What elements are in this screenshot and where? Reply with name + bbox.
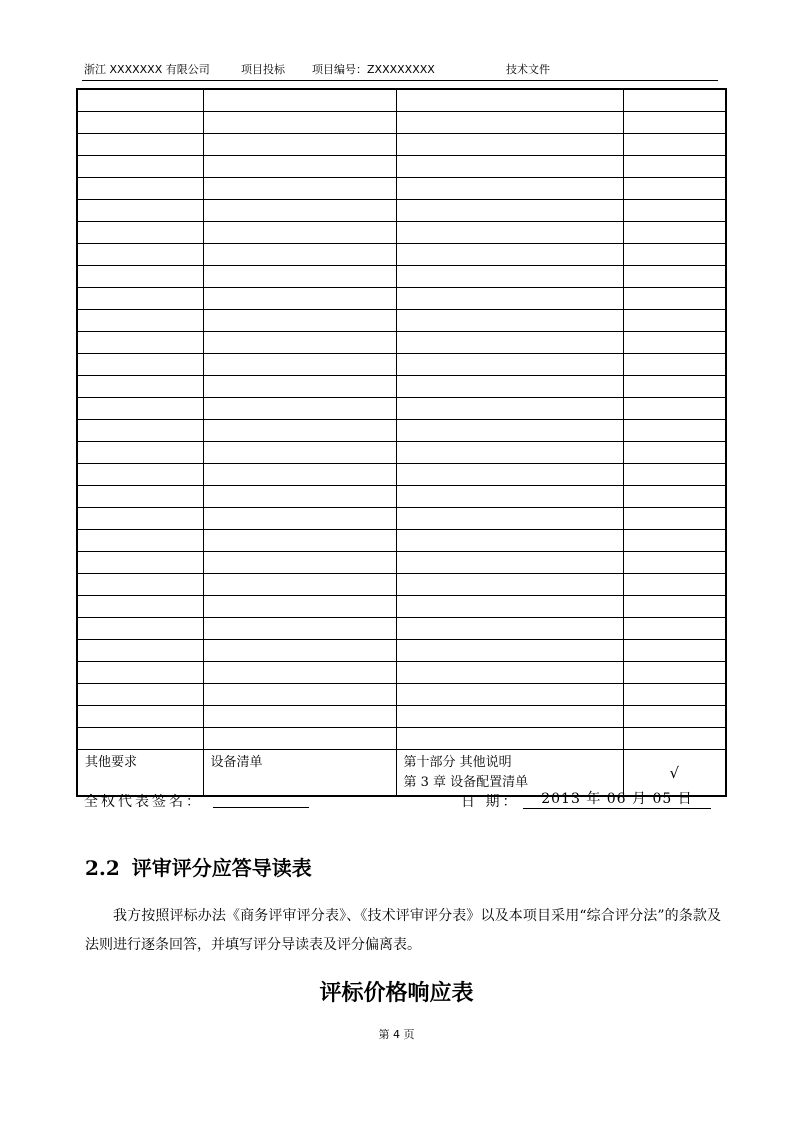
table-cell: [396, 112, 623, 134]
table-cell: [203, 574, 396, 596]
table-row: [77, 288, 726, 310]
table-cell: [203, 288, 396, 310]
table-cell: [77, 420, 203, 442]
table-cell: [77, 684, 203, 706]
table-cell: [77, 89, 203, 112]
header-bid: 项目投标: [241, 63, 285, 76]
table-cell: [203, 728, 396, 750]
table-row: [77, 508, 726, 530]
table-row: [77, 310, 726, 332]
table-cell: [623, 134, 726, 156]
table-cell: [396, 640, 623, 662]
table-cell: [623, 640, 726, 662]
table-row-other-requirements: [77, 750, 726, 797]
table-cell: [623, 178, 726, 200]
table-cell: [203, 640, 396, 662]
body-paragraph: 我方按照评标办法《商务评审评分表》、《技术评审评分表》以及本项目采用“综合评分法”的条款及法则进行逐条回答，并填写评分导读表及评分偏离表。: [85, 908, 721, 953]
table-cell: [203, 112, 396, 134]
table-cell: [396, 332, 623, 354]
table-cell: [623, 376, 726, 398]
table-cell: [77, 200, 203, 222]
table-cell: [77, 530, 203, 552]
section-heading: [85, 852, 312, 881]
section-title: 评审评分应答导读表: [131, 856, 312, 880]
table-cell: [396, 662, 623, 684]
date-label: 日 期：: [461, 794, 520, 810]
signature-label: 全权代表签名：: [84, 794, 203, 810]
signature-line: [213, 807, 309, 808]
table-cell: [623, 398, 726, 420]
table-cell: [396, 530, 623, 552]
table-cell: [396, 464, 623, 486]
table-cell: [203, 706, 396, 728]
table-cell: [396, 552, 623, 574]
table-row: [77, 640, 726, 662]
table-cell: [623, 706, 726, 728]
table-cell: [396, 442, 623, 464]
table-row: [77, 244, 726, 266]
table-cell: [396, 574, 623, 596]
table-row: [77, 662, 726, 684]
table-cell: [203, 156, 396, 178]
table-row: [77, 552, 726, 574]
table-cell: [396, 134, 623, 156]
table-cell: [77, 288, 203, 310]
table-cell: [203, 134, 396, 156]
cell-item: 设备清单: [203, 750, 396, 797]
table-cell: [77, 266, 203, 288]
table-row: [77, 706, 726, 728]
table-cell: [396, 376, 623, 398]
table-cell: [77, 706, 203, 728]
table-cell: [623, 464, 726, 486]
table-cell: [77, 442, 203, 464]
table-row: [77, 596, 726, 618]
table-cell: [77, 178, 203, 200]
table-row: [77, 464, 726, 486]
table-row: [77, 332, 726, 354]
table-cell: [623, 574, 726, 596]
response-table: [76, 88, 727, 797]
table-row: [77, 200, 726, 222]
table-row: [77, 89, 726, 112]
table-cell: [77, 112, 203, 134]
table-cell: [396, 156, 623, 178]
table-cell: [77, 134, 203, 156]
table-cell: [203, 552, 396, 574]
table-cell: [203, 684, 396, 706]
table-cell: [623, 486, 726, 508]
table-cell: [623, 552, 726, 574]
table-row: [77, 376, 726, 398]
table-cell: [203, 420, 396, 442]
table-cell: [396, 310, 623, 332]
table-cell: [396, 728, 623, 750]
table-row: [77, 618, 726, 640]
table-cell: [77, 662, 203, 684]
table-cell: [623, 332, 726, 354]
table-cell: [623, 112, 726, 134]
table-cell: [203, 530, 396, 552]
table-cell: [77, 574, 203, 596]
table-cell: [203, 89, 396, 112]
table-cell: [203, 200, 396, 222]
table-cell: [396, 486, 623, 508]
table-cell: [203, 244, 396, 266]
table-cell: [396, 398, 623, 420]
table-cell: [396, 354, 623, 376]
table-cell: [77, 222, 203, 244]
table-cell: [203, 618, 396, 640]
table-cell: [623, 530, 726, 552]
table-cell: [623, 156, 726, 178]
table-cell: [396, 222, 623, 244]
table-body: [77, 89, 726, 796]
table-cell: [203, 464, 396, 486]
page-header: [82, 62, 718, 81]
table-cell: [77, 244, 203, 266]
table-cell: [623, 728, 726, 750]
table-cell: [396, 200, 623, 222]
table-cell: [623, 288, 726, 310]
table-row: [77, 134, 726, 156]
table-cell: [623, 684, 726, 706]
table-cell: [396, 288, 623, 310]
table-row: [77, 486, 726, 508]
table-row: [77, 574, 726, 596]
header-doc-type: 技术文件: [506, 63, 550, 76]
table-cell: [77, 310, 203, 332]
section-number: 2.2: [85, 856, 120, 880]
table-cell: [77, 486, 203, 508]
cell-requirement: 其他要求: [77, 750, 203, 797]
table-cell: [203, 332, 396, 354]
table-row: [77, 420, 726, 442]
table-row: [77, 112, 726, 134]
table-cell: [396, 684, 623, 706]
table-cell: [623, 89, 726, 112]
table-cell: [396, 420, 623, 442]
table-row: [77, 442, 726, 464]
table-cell: [203, 596, 396, 618]
table-cell: [203, 310, 396, 332]
page-number: 第 4 页: [378, 1028, 415, 1041]
table-cell: [623, 662, 726, 684]
table-row: [77, 156, 726, 178]
table-cell: [623, 222, 726, 244]
table-cell: [623, 596, 726, 618]
table-cell: [623, 420, 726, 442]
table-cell: [623, 244, 726, 266]
table-cell: [203, 266, 396, 288]
table-cell: [623, 200, 726, 222]
table-cell: [203, 376, 396, 398]
table-cell: [77, 508, 203, 530]
price-response-title: 评标价格响应表: [319, 981, 474, 1006]
table-cell: [623, 618, 726, 640]
table-cell: [396, 706, 623, 728]
date-value: 2013 年 06 月 05 日: [523, 791, 711, 809]
table-row: [77, 728, 726, 750]
cell-location: [396, 750, 623, 797]
table-row: [77, 684, 726, 706]
table-cell: [623, 354, 726, 376]
table-cell: [396, 508, 623, 530]
table-cell: [77, 398, 203, 420]
table-cell: [203, 486, 396, 508]
table-cell: [396, 178, 623, 200]
table-cell: [203, 442, 396, 464]
table-row: [77, 530, 726, 552]
table-cell: [77, 376, 203, 398]
table-cell: [396, 89, 623, 112]
table-cell: [77, 464, 203, 486]
table-cell: [396, 618, 623, 640]
table-cell: [203, 662, 396, 684]
table-cell: [77, 640, 203, 662]
table-cell: [203, 222, 396, 244]
table-cell: [203, 398, 396, 420]
table-cell: [396, 596, 623, 618]
table-cell: [203, 508, 396, 530]
table-cell: [623, 508, 726, 530]
table-row: [77, 266, 726, 288]
table-cell: [623, 266, 726, 288]
table-cell: [77, 618, 203, 640]
table-cell: [77, 156, 203, 178]
cell-location-line-2: 第 3 章 设备配置清单: [403, 775, 529, 790]
table-row: [77, 354, 726, 376]
table-row: [77, 398, 726, 420]
table-cell: [77, 332, 203, 354]
table-cell: [396, 266, 623, 288]
table-row: [77, 178, 726, 200]
check-mark: √: [623, 750, 726, 797]
table-cell: [203, 178, 396, 200]
table-cell: [77, 354, 203, 376]
table-cell: [623, 442, 726, 464]
table-cell: [396, 244, 623, 266]
header-project-code: 项目编号：ZXXXXXXXX: [312, 63, 435, 76]
table-cell: [77, 552, 203, 574]
table-cell: [77, 728, 203, 750]
table-cell: [203, 354, 396, 376]
table-cell: [77, 596, 203, 618]
table-row: [77, 222, 726, 244]
cell-location-line-1: 第十部分 其他说明: [403, 755, 512, 770]
header-company: 浙江 XXXXXXX 有限公司: [84, 63, 210, 76]
table-cell: [623, 310, 726, 332]
